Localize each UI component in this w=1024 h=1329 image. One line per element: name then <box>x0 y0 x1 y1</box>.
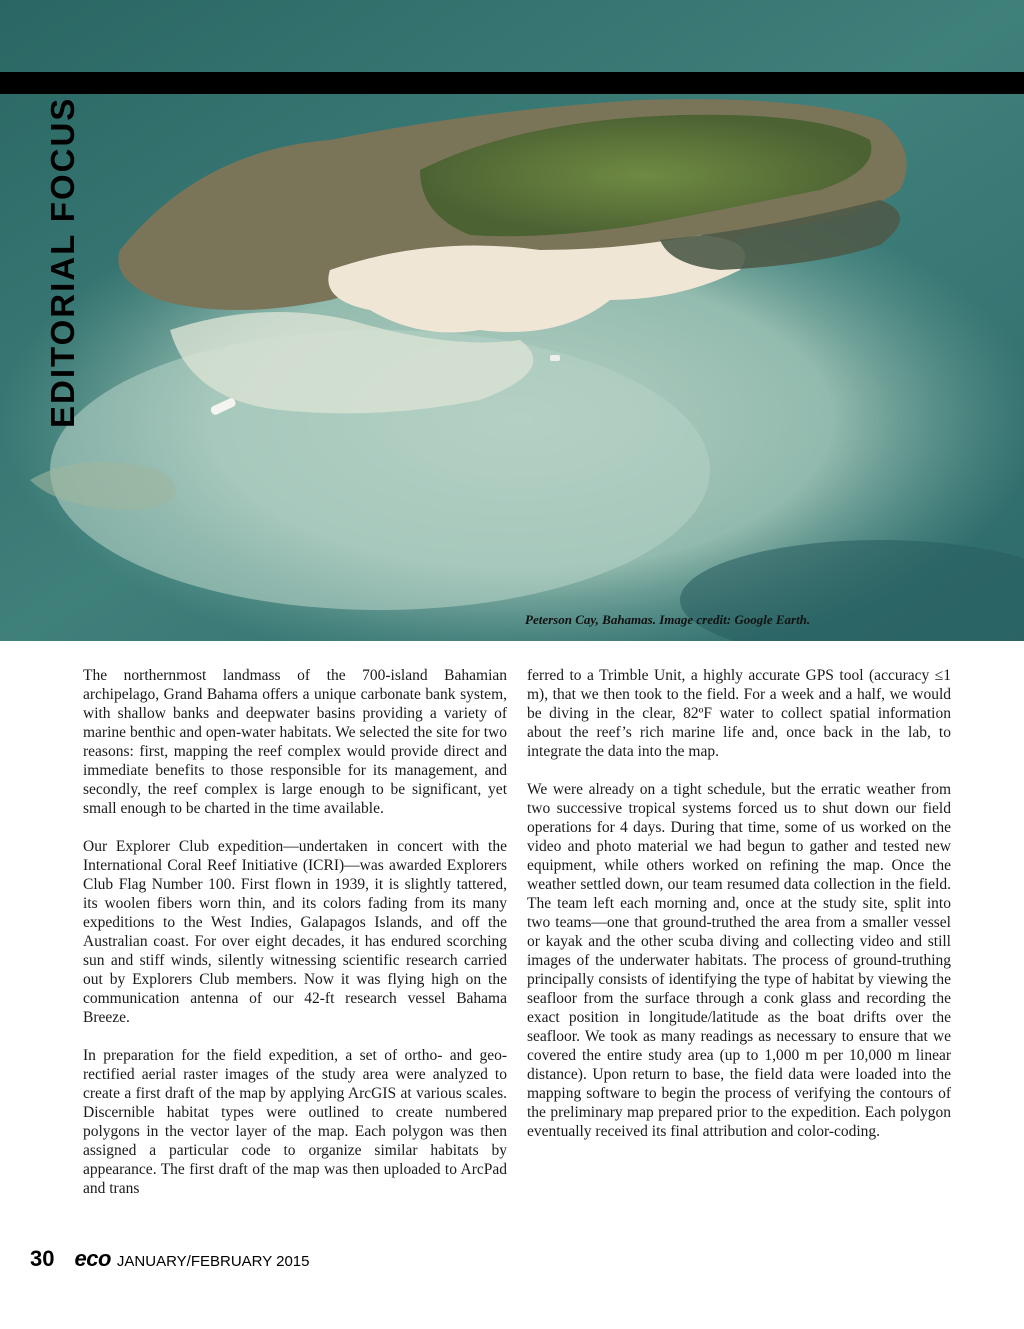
page-number: 30 <box>30 1246 55 1271</box>
section-title: EDITORIAL FOCUS <box>44 96 81 428</box>
article-column-right <box>527 666 951 1160</box>
paragraph: In preparation for the field expedition, a set of ortho- and geo-rectified aerial raster images of the study area were analyzed to create a first draft of the map by applying ArcGIS at various scales. Discernible habitat types were outlined to create numbered polygons in the vector layer of the map. Each polygon was then assigned a particular code to organize similar habitats by appearance. The first draft of the map was then uploaded to ArcPad and trans <box>83 1047 507 1197</box>
aerial-photo <box>0 0 1024 641</box>
header-band <box>0 72 1024 94</box>
magazine-logo: eco <box>74 1246 111 1271</box>
paragraph: Our Explorer Club expedition—undertaken in concert with the International Coral Reef Initiative (ICRI)—was awarded Explorers Club Flag Number 100. First flown in 1939, it is slightly tattered, its woolen fibers worn thin, and its colors fading from its many expeditions to the West Indies, Galapagos Islands, and off the Australian coast. For over eight decades, it has endured scorching sun and stiff winds, silently witnessing scientific research carried out by Explorers Club members. Now it was flying high on the communication antenna of our 42-ft research vessel Bahama Breeze. <box>83 838 507 1026</box>
island-aerial-image <box>0 0 1024 641</box>
photo-caption: Peterson Cay, Bahamas. Image credit: Google Earth. <box>525 612 811 627</box>
paragraph: The northernmost landmass of the 700-island Bahamian archipelago, Grand Bahama offers a unique carbonate bank system, with shallow banks and deepwater basins providing a variety of marine benthic and open-water habitats. We selected the site for two reasons: first, mapping the reef complex would provide direct and immediate benefits to those responsible for its management, and secondly, the reef complex is large enough to be significant, yet small enough to be charted in the time available. <box>83 667 507 817</box>
paragraph: ferred to a Trimble Unit, a highly accurate GPS tool (accuracy ≤1 m), that we then took to the field. For a week and a half, we would be diving in the clear, 82ºF water to collect spatial information about the reef’s rich marine life and, once back in the lab, to integrate the data into the map. <box>527 667 951 760</box>
page-footer <box>30 1246 310 1276</box>
article-column-left <box>83 666 507 1217</box>
issue-date: JANUARY/FEBRUARY 2015 <box>116 1253 310 1270</box>
paragraph: We were already on a tight schedule, but the erratic weather from two successive tropical systems forced us to shut down our field operations for 4 days. During that time, some of us worked on the video and photo material we had begun to gather and tested new equipment, while others worked on refining the map. Once the weather settled down, our team resumed data collection in the field. The team left each morning and, once at the study site, split into two teams—one that ground-truthed the area from a smaller vessel or kayak and the other scuba diving and collecting video and still images of the underwater habitats. The process of ground-truthing principally consists of identifying the type of habitat by viewing the seafloor from the surface through a conk glass and recording the exact position in longitude/latitude as the boat drifts over the seafloor. We took as many readings as necessary to ensure that we covered the entire study area (up to 1,000 m per 10,000 m linear distance). Upon return to base, the field data were loaded into the mapping software to begin the process of verifying the contours of the preliminary map prepared prior to the expedition. Each polygon eventually received its final attribution and color-coding. <box>527 781 951 1140</box>
